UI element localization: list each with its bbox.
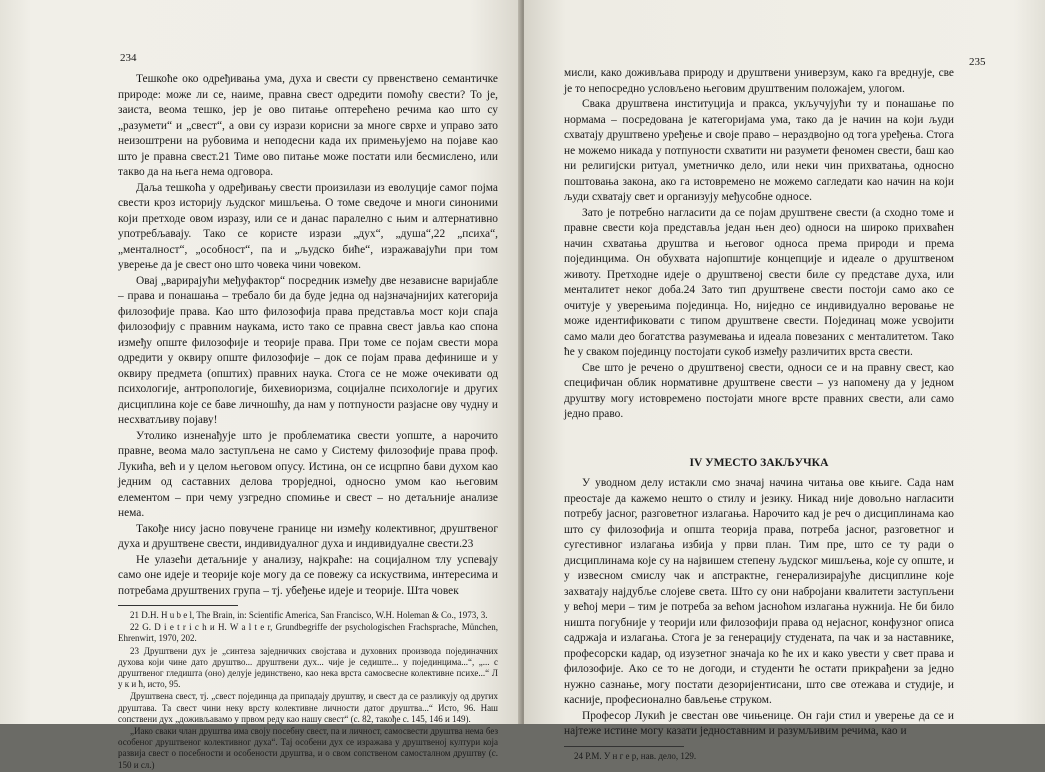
footnote: 24 Р.М. У н г е р, нав. дело, 129. [574,750,697,761]
footnote: 21 D.H. H u b e l, The Brain, in: Scientific America, San Francisco, W.H. Holeman & Co., 1973, 3. [130,610,488,620]
paragraph: Професор Лукић је свестан ове чињенице. Он гаји стил и уверење да се и најтеже истине могу казати једноставним и разумљивим речима, као и [564,709,954,737]
left-page-text [118,72,498,772]
footnotes-left [118,610,498,771]
footnote-rule [118,605,238,606]
paragraph: Тешкоће око одређивања ума, духа и свести су првенствено семантичке природе: може ли се, наиме, правна свест одредити помоћу свести? То је, заиста, веома тешко, јер је ово питање оптерећено речима као што су „разумети“ и „свест“, а ови су изрази корисни за многе сврхе и управо зато неизоштрени на рубовима и неподесни када их примењујемо на појаве као што је правна свест.21 Тиме ово питање може постати или бесмислено, или такво да на њега нема одговора. [118,73,498,178]
right-page [524,0,1045,761]
paragraph: Такође нису јасно повучене границе ни између колективног, друштвеног духа и друштвене свести, индивидуалног духа и индивидуалне свести.23 [118,522,498,550]
right-page-text [564,66,954,763]
footnotes-right [564,751,954,762]
paragraph: Овај „варирајући међуфактор“ посредник између две независне варијабле – права и понашања – требало би да буде једна од најзначајнијих категорија филозофије права. Као што филозофија права представља мост који спаја филозофију с правним наукама, исто тако се правна свест јавља као спона између опште филозофије и теорије права. При томе се појам свести мора одредити у оквиру опште филозофије – док се појам права дефинише и у оквиру предмета (општих) правних наука. Стога се не може очекивати од психологије, антропологије, бихевиоризма, социјалне психологије и других дисциплина које се баве личношћу, да нам у потпуности разјасне ову чудну и несхватљиву појаву! [118,274,498,426]
paragraph: Све што је речено о друштвеној свести, односи се и на правну свест, као специфичан облик нормативне друштвене свести – уз напомену да у једном друштву могу истовремено постојати многе врсте правних свести, али само једно право. [564,361,954,420]
paragraph: Утолико изненађује што је проблематика свести уопште, а нарочито правне, веома мало заступљена не само у Систему филозофије права проф. Лукића, већ и у целом његовом опусу. Истина, он се исцрпно бави духом као једним од саставних делова трорједнoi, односно умом као његовим елементом – при чему узгредно спомиње и свест – но детаљније анализе нема. [118,429,498,519]
footnote: 23 Друштвени дух је „синтеза заједничких својстава и духовних производа појединачних духова који чине дато друштво... друштвени дух... чије је седиште... у појединцима...“, „... с друштвеног гледишта (оно) делује јединствено, као нека врста самосвесне колективне психе...“ Л у к и ћ, исто, 95. [118,645,498,690]
footnote: 22 G. D i e t r i c h и H. W a l t e r, Grundbegriffe der psychologischen Frachsprache, München, Ehrenwirt, 1970, 202. [118,622,498,644]
page-number-left: 234 [120,52,137,64]
paragraph: мисли, како доживљава природу и друштвени универзум, како га вреднује, све је то непосредно условљено његовим друштвеним положајем, улогом. [564,67,954,95]
footnote: „Иако сваки члан друштва има своју посебну свест, па и личност, самосвести друштва нема без особеног друштвеног колективног духа“. Тај особени дух се изражава у друштвеној култури која развија свест о посебности и особености друштва, и о свом сопственом самосталном друштву (с. 150 и сл.) [118,726,498,770]
page-number-right: 235 [969,56,986,68]
paragraph: Свака друштвена институција и пракса, укључујући ту и понашање по нормама – посредована је категоријама ума, тако да је начин на који људи схватају друштвено уређење и своје право – нераздвојно од тога уређења. Стога не можемо никада у потпуности схватити ни разумети феномен свести, баш као ни религијски ритуал, уметничко дело, или неки чин прихватања, односно поштовања закона, ако га истовремено не можемо сагледати као начин на који људи схватају свет и организују међусобне односе. [564,98,954,203]
left-page [0,0,522,770]
paragraph: Зато је потребно нагласити да се појам друштвене свести (а сходно томе и правне свести која представља један њен део) односи на широко прихваћен начин схватања друштва и његовог односа према природи и према појединцима. Он обухвата најопштије концепције и идеале о друштвеном животу. Претходне идеје о друштвеној свести биле су представе духа, или менталитет неког доба.24 Зато тип друштвене свести постоји само ако се очитује у уверењима појединца. Но, ниједно се индивидуално веровање не може идентификовати с типом друштвене свести. Појединац може усвојити само мали део богатства разумевања и идеала повезаних с менталитетом. Тако ће у сваком појединцу постојати сукоб између различитих врста свести. [564,206,954,358]
footnote-rule [564,746,684,747]
paragraph: У уводном делу истакли смо значај начина читања ове књиге. Сада нам преостаје да кажемо нешто о стилу и језику. Никад није довољно нагласити потребу јасног, разговетног излагања. Нарочито кад је реч о дисциплинама као што су филозофија и општа теорија права, потреба јасног, разговетног и сугестивног излагања избија у први план. Тим пре, што се ту ради о дисциплинама које су на највишем степену људског мишљења, које су опште, и у извесном смислу чак и апстрактне, генерализирајуће дисциплине које захватају најдубље слојеве света. Што су они набројани квалитети заступљени у већој мери – тим је потреба за већом јасноћом излагања нужнија. Не би било ништа погубније у теорији или филозофији права од нејасног, конфузног описа садржаја и излагања. Стога је за генерацију студената, па чак и за наставнике, професорски кадар, од изузетног значаја ко ће их и како увести у свет права и филозофије. Ако се то не догоди, и студенти ће остати прикрађени за једно нужно сазнање, могу постати дезоријентисани, што све отежава и студије, и касније, професионално бављење струком. [564,477,954,706]
section-heading: IV УМЕСТО ЗАКЉУЧКА [689,455,829,469]
footnote: Друштвена свест, тј. „свест појединца да припадају друштву, и свест да се разликују од других друштава. Та свест чини неку врсту колективне личности датог друштва...“ Исто, 96. Наш сопствени дух „доживљавамо у првом реду као нашу свест“ (с. 82, такође с. 145, 146 и 149). [118,691,498,724]
paragraph: Даља тешкоћа у одређивању свести произилази из еволуције самог појма свести кроз историју људског мишљења. О томе сведоче и многи синоними који претходе овом изразу, или се и данас паралелно с њим и алтернативно употребљавају. Тако се користе изрази „дух“, „душа“,22 „психа“, „менталност“, „особност“, па и „људско биће“, изражавајући при том уверење да је свест оно што човека чини човеком. [118,181,498,271]
paragraph: Не улазећи детаљније у анализу, најкраће: на социјалном тлу успевају само оне идеје и теорије које могу да се повежу са искуствима, интересима и потребама друштвених група – тј. убеђење идеје и теорије. Шта човек [118,553,498,597]
